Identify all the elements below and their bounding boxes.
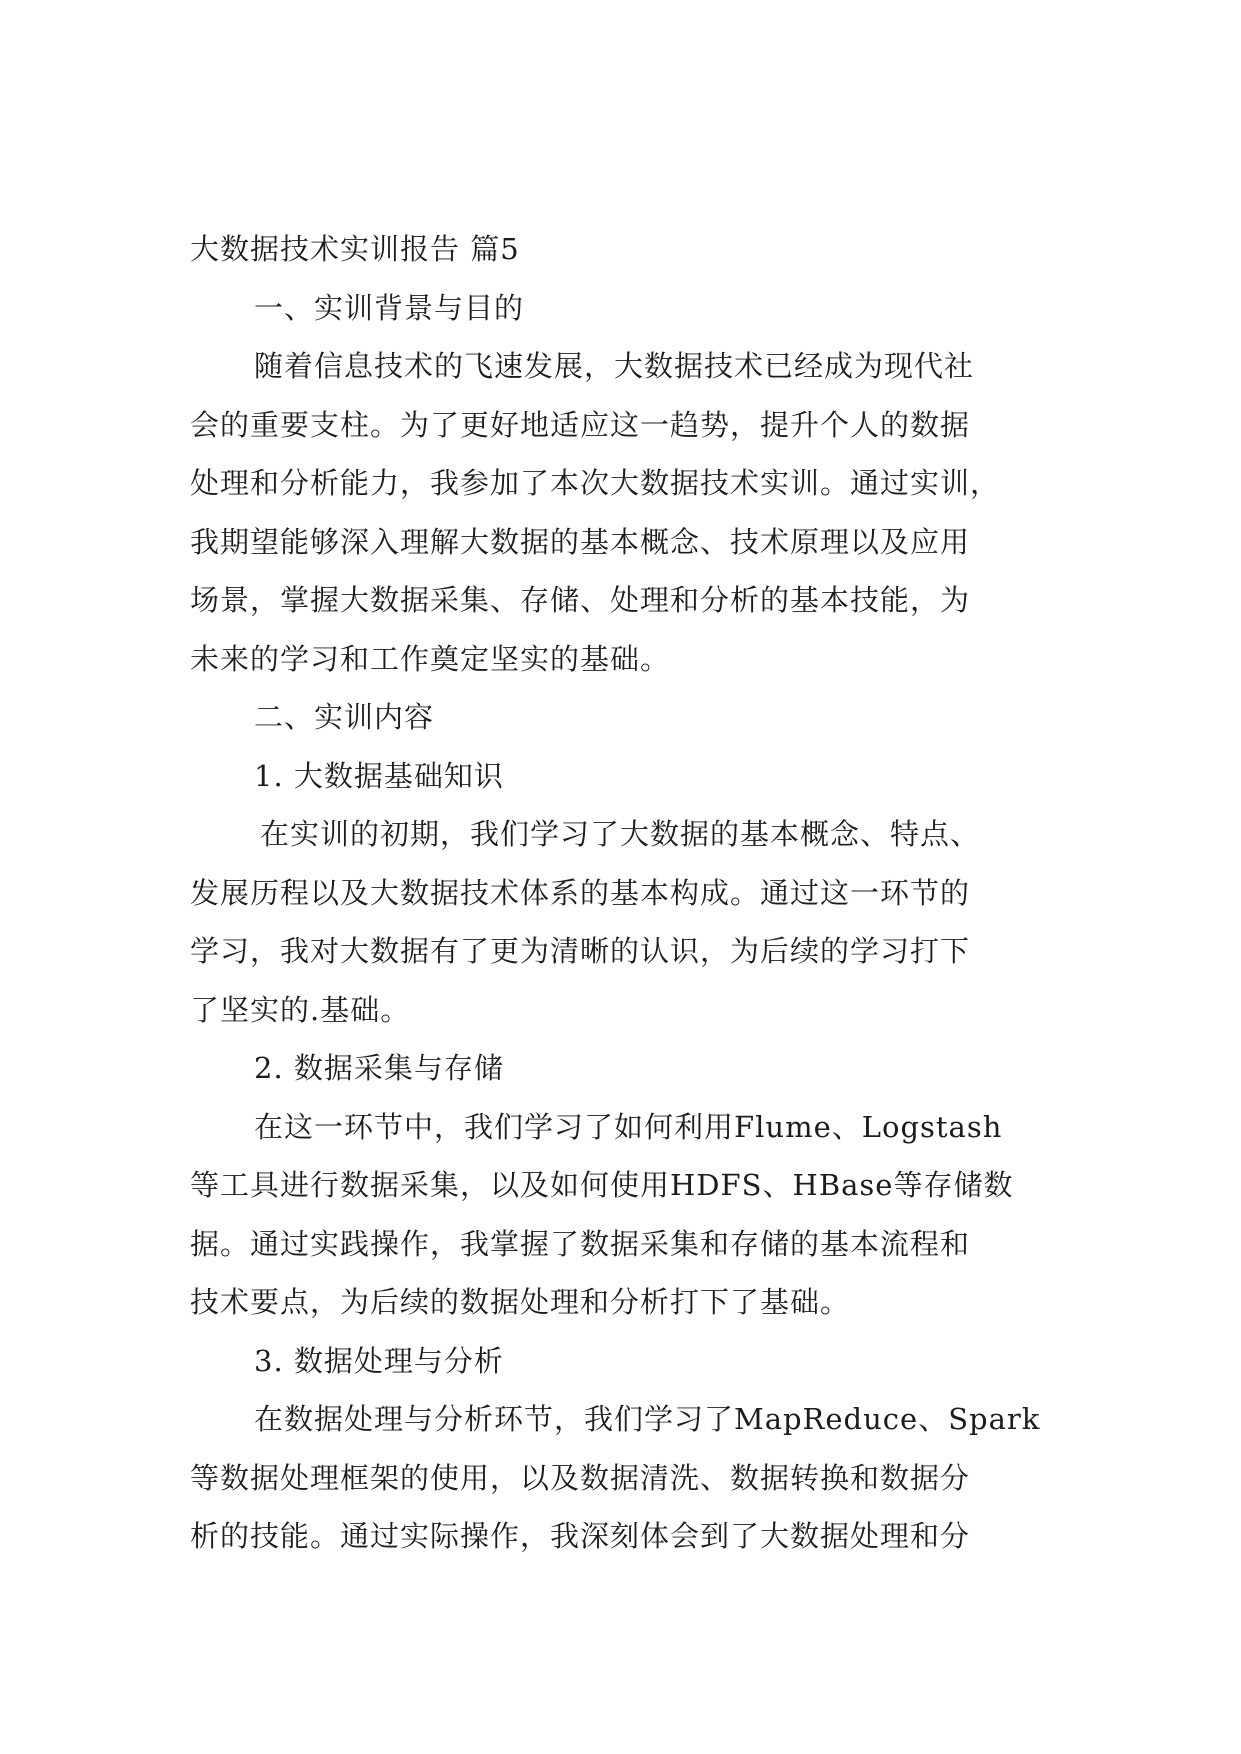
paragraph-line: 在这一环节中，我们学习了如何利用Flume、Logstash bbox=[254, 1109, 1003, 1144]
paragraph-line: 等数据处理框架的使用，以及数据清洗、数据转换和数据分 bbox=[190, 1460, 971, 1495]
subsection-heading-basics: 1. 大数据基础知识 bbox=[254, 758, 504, 793]
paragraph-line: 在实训的初期，我们学习了大数据的基本概念、特点、 bbox=[260, 817, 981, 851]
paragraph-line: 发展历程以及大数据技术体系的基本构成。通过这一环节的 bbox=[190, 875, 971, 910]
paragraph-line: 等工具进行数据采集，以及如何使用HDFS、HBase等存储数 bbox=[190, 1168, 1014, 1202]
paragraph-line: 技术要点，为后续的数据处理和分析打下了基础。 bbox=[190, 1285, 851, 1319]
paragraph-line: 据。通过实践操作，我掌握了数据采集和存储的基本流程和 bbox=[190, 1226, 971, 1261]
paragraph-line: 学习，我对大数据有了更为清晰的认识，为后续的学习打下 bbox=[190, 934, 971, 968]
paragraph-line: 会的重要支柱。为了更好地适应这一趋势，提升个人的数据 bbox=[190, 407, 971, 442]
paragraph-line: 随着信息技术的飞速发展，大数据技术已经成为现代社 bbox=[254, 349, 975, 383]
paragraph-line: 在数据处理与分析环节，我们学习了MapReduce、Spark bbox=[254, 1402, 1041, 1436]
paragraph-line: 析的技能。通过实际操作，我深刻体会到了大数据处理和分 bbox=[190, 1519, 971, 1553]
document-title: 大数据技术实训报告 篇5 bbox=[190, 232, 520, 266]
subsection-heading-processing: 3. 数据处理与分析 bbox=[254, 1343, 504, 1378]
paragraph-line: 我期望能够深入理解大数据的基本概念、技术原理以及应用 bbox=[190, 524, 971, 559]
subsection-heading-collection: 2. 数据采集与存储 bbox=[254, 1051, 504, 1085]
section-heading-background: 一、实训背景与目的 bbox=[254, 290, 525, 325]
paragraph-line: 场景，掌握大数据采集、存储、处理和分析的基本技能，为 bbox=[190, 583, 971, 617]
paragraph-line: 未来的学习和工作奠定坚实的基础。 bbox=[190, 641, 671, 676]
document-body bbox=[190, 220, 1070, 1566]
paragraph-line: 了坚实的.基础。 bbox=[190, 992, 411, 1027]
section-heading-content: 二、实训内容 bbox=[254, 700, 435, 734]
paragraph-line: 处理和分析能力，我参加了本次大数据技术实训。通过实训， bbox=[190, 466, 1001, 500]
